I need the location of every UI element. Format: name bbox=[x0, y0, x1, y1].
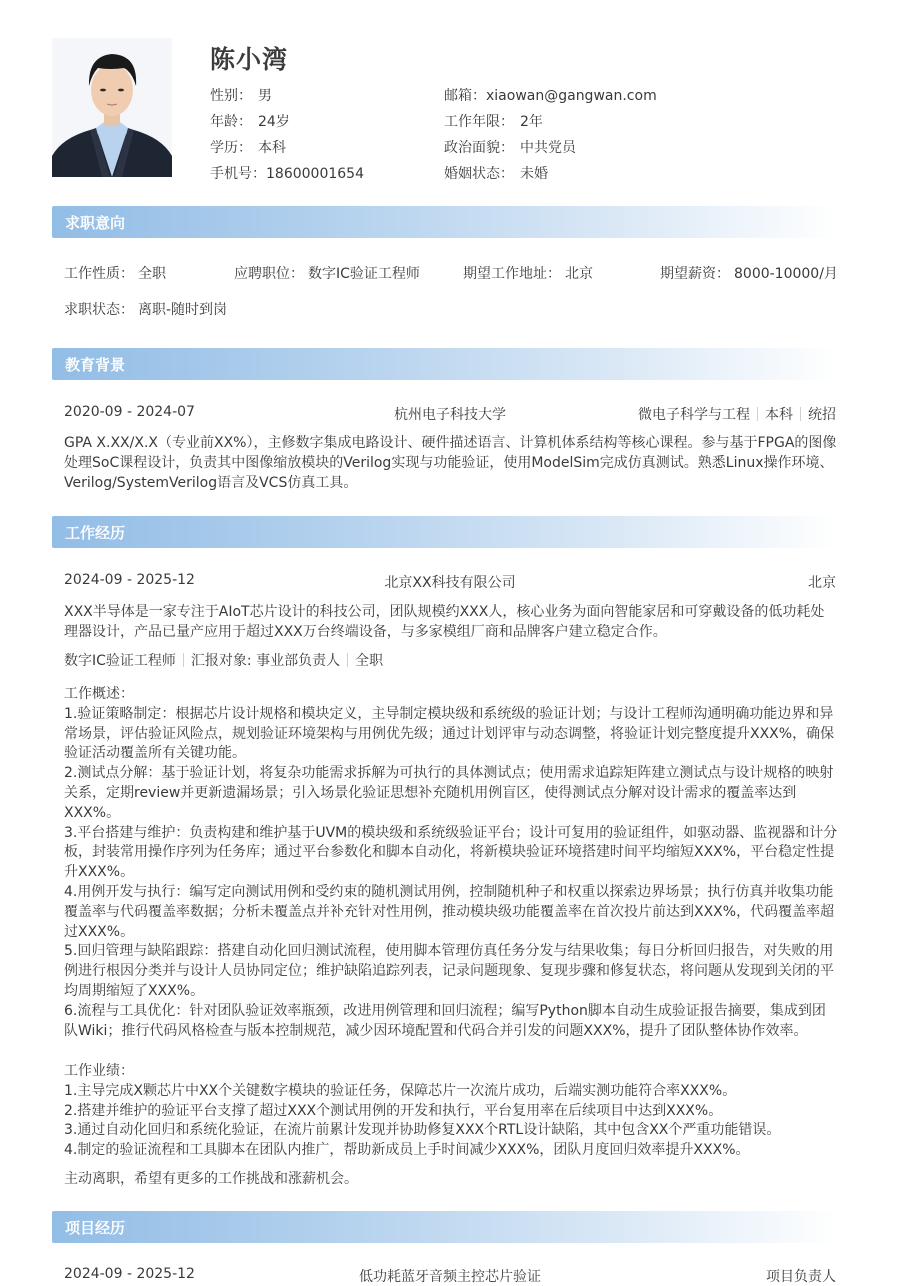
intent-position bbox=[234, 263, 420, 283]
info-value: 未婚 bbox=[520, 166, 548, 182]
education-type: 统招 bbox=[808, 407, 836, 423]
info-political bbox=[444, 137, 576, 157]
work-overview bbox=[64, 685, 838, 1041]
intent-value: 8000-10000/月 bbox=[734, 266, 838, 282]
section-title: 求职意向 bbox=[65, 214, 126, 232]
profile-photo bbox=[52, 38, 172, 177]
work-job-type: 全职 bbox=[355, 653, 384, 669]
education-major: 微电子科学与工程 bbox=[638, 407, 750, 423]
candidate-name: 陈小湾 bbox=[210, 45, 289, 74]
intent-salary bbox=[660, 263, 838, 283]
intent-value: 数字IC验证工程师 bbox=[308, 266, 420, 282]
info-label: 邮箱： bbox=[444, 88, 486, 104]
work-achievement-item: 1.主导完成X颗芯片中XX个关键数字模块的验证任务，保障芯片一次流片成功，后端实测功能符合率XXX%。 bbox=[64, 1082, 737, 1099]
work-report-to: 汇报对象: 事业部负责人 bbox=[190, 653, 341, 669]
education-header-row bbox=[64, 404, 836, 424]
work-achievement-item: 2.搭建并维护的验证平台支撑了超过XXX个测试用例的开发和执行，平台复用率在后续项目中达到XXX%。 bbox=[64, 1102, 723, 1119]
divider bbox=[757, 407, 758, 421]
info-marital bbox=[444, 163, 548, 183]
section-title: 教育背景 bbox=[65, 356, 126, 374]
info-label: 工作年限： bbox=[444, 114, 514, 130]
work-overview-item: 5.回归管理与缺陷跟踪：搭建自动化回归测试流程，使用脚本管理仿真任务分发与结果收集；每日分析回归报告，对失败的用例进行根因分类并与设计人员协同定位；维护缺陷追踪列表，记录问题现象、复现步骤和修复状态，将问题从发现到关闭的平均周期缩短了XXX%。 bbox=[64, 943, 834, 999]
resume-header bbox=[52, 38, 852, 182]
education-description: GPA X.XX/X.X（专业前XX%），主修数字集成电路设计、硬件描述语言、计算机体系结构等核心课程。参与基于FPGA的图像处理SoC课程设计，负责其中图像缩放模块的Verilog实现与功能验证，使用ModelSim完成仿真测试。熟悉Linux操作环境、Verilog/SystemVerilog语言及VCS仿真工具。 bbox=[64, 435, 837, 491]
intent-value: 离职-随时到岗 bbox=[138, 302, 228, 318]
work-achievements bbox=[64, 1062, 838, 1161]
work-overview-item: 4.用例开发与执行：编写定向测试用例和受约束的随机测试用例，控制随机种子和权重以探索边界场景；执行仿真并收集功能覆盖率与代码覆盖率数据；分析未覆盖点并补充针对性用例，推动模块级功能覆盖率在首次投片前达到XXX%，代码覆盖率超过XXX%。 bbox=[64, 883, 835, 940]
intent-value: 北京 bbox=[565, 266, 593, 282]
intent-label: 期望薪资： bbox=[660, 266, 730, 282]
work-overview-item: 6.流程与工具优化：针对团队验证效率瓶颈，改进用例管理和回归流程；编写Python脚本自动生成验证报告摘要，集成到团队Wiki；推行代码风格检查与版本控制规范，减少因环境配置和代码合并引发的问题XXX%，提升了团队整体协作效率。 bbox=[64, 1002, 826, 1039]
info-label: 性别： bbox=[210, 88, 252, 104]
work-header-row bbox=[64, 572, 836, 592]
section-title: 项目经历 bbox=[65, 1219, 126, 1237]
work-role-row bbox=[64, 650, 836, 670]
info-value[interactable]: 18600001654 bbox=[266, 166, 364, 182]
intent-label: 期望工作地址： bbox=[463, 266, 561, 282]
section-header-education bbox=[52, 348, 838, 380]
work-overview-title: 工作概述： bbox=[64, 686, 134, 702]
info-label: 政治面貌： bbox=[444, 140, 514, 156]
info-label: 年龄： bbox=[210, 114, 252, 130]
info-label: 婚姻状态： bbox=[444, 166, 514, 182]
project-role: 项目负责人 bbox=[766, 1269, 836, 1285]
work-achievements-title: 工作业绩： bbox=[64, 1063, 134, 1079]
education-degree: 本科 bbox=[765, 407, 793, 423]
work-overview-item: 1.验证策略制定：根据芯片设计规格和模块定义，主导制定模块级和系统级的验证计划；与设计工程师沟通明确功能边界和异常场景，评估验证风险点，规划验证环境架构与用例优先级；通过计划评审与动态调整，将验证计划完整度提升XXX%，确保验证活动覆盖所有关键功能。 bbox=[64, 705, 835, 762]
work-company-description: XXX半导体是一家专注于AIoT芯片设计的科技公司，团队规模约XXX人，核心业务为面向智能家居和可穿戴设备的低功耗处理器设计，产品已量产应用于超过XXX万台终端设备，与多家模组厂商和品牌客户建立稳定合作。 bbox=[64, 604, 825, 640]
work-city: 北京 bbox=[808, 575, 836, 591]
work-achievement-item: 3.通过自动化回归和系统化验证，在流片前累计发现并协助修复XXX个RTL设计缺陷，其中包含XX个严重功能错误。 bbox=[64, 1122, 781, 1139]
info-value: 本科 bbox=[258, 140, 286, 156]
portrait-image bbox=[52, 38, 172, 177]
section-header-work bbox=[52, 516, 838, 548]
intent-row-2 bbox=[64, 299, 836, 319]
work-achievement-item: 4.制定的验证流程和工具脚本在团队内推广，帮助新成员上手时间减少XXX%，团队月度回归效率提升XXX%。 bbox=[64, 1142, 750, 1159]
intent-job-type bbox=[64, 263, 166, 283]
education-details bbox=[638, 404, 836, 424]
info-label: 手机号： bbox=[210, 166, 266, 182]
education-period: 2020-09 - 2024-07 bbox=[64, 404, 195, 420]
section-title: 工作经历 bbox=[65, 524, 126, 542]
section-header-project bbox=[52, 1211, 838, 1243]
info-gender bbox=[210, 85, 272, 105]
info-education bbox=[210, 137, 286, 157]
divider bbox=[347, 653, 348, 667]
info-value: 24岁 bbox=[258, 114, 290, 130]
section-header-intent bbox=[52, 206, 838, 238]
intent-label: 应聘职位： bbox=[234, 266, 304, 282]
work-period: 2024-09 - 2025-12 bbox=[64, 572, 195, 588]
project-name: 低功耗蓝牙音频主控芯片验证 bbox=[359, 1269, 541, 1285]
info-value: 中共党员 bbox=[520, 140, 576, 156]
info-value: 男 bbox=[258, 88, 272, 104]
work-overview-item: 3.平台搭建与维护：负责构建和维护基于UVM的模块级和系统级验证平台；设计可复用的验证组件，如驱动器、监视器和计分板，封装常用操作序列为任务库；通过平台参数化和脚本自动化，将新模块验证环境搭建时间平均缩短XXX%，平台稳定性提升XXX%。 bbox=[64, 824, 838, 881]
info-phone bbox=[210, 163, 364, 183]
info-work-years bbox=[444, 111, 543, 131]
project-header-row bbox=[64, 1266, 836, 1286]
intent-location bbox=[463, 263, 593, 283]
work-overview-item: 2.测试点分解：基于验证计划，将复杂功能需求拆解为可执行的具体测试点；使用需求追踪矩阵建立测试点与设计规格的映射关系，定期review并更新遗漏场景；引入场景化验证思想补充随机用例盲区，使得测试点分解对设计需求的覆盖率达到XXX%。 bbox=[64, 765, 834, 821]
divider bbox=[183, 653, 184, 667]
info-value[interactable]: xiaowan@gangwan.com bbox=[486, 88, 657, 104]
info-age bbox=[210, 111, 290, 131]
work-position: 数字IC验证工程师 bbox=[64, 653, 176, 669]
education-school: 杭州电子科技大学 bbox=[394, 407, 506, 423]
project-period: 2024-09 - 2025-12 bbox=[64, 1266, 195, 1282]
intent-value: 全职 bbox=[138, 266, 166, 282]
info-label: 学历： bbox=[210, 140, 252, 156]
intent-label: 求职状态： bbox=[64, 302, 134, 318]
work-leave-reason: 主动离职，希望有更多的工作挑战和涨薪机会。 bbox=[64, 1171, 358, 1187]
info-email bbox=[444, 85, 657, 105]
divider bbox=[800, 407, 801, 421]
intent-label: 工作性质： bbox=[64, 266, 134, 282]
info-value: 2年 bbox=[520, 114, 543, 130]
work-company: 北京XX科技有限公司 bbox=[384, 575, 516, 591]
